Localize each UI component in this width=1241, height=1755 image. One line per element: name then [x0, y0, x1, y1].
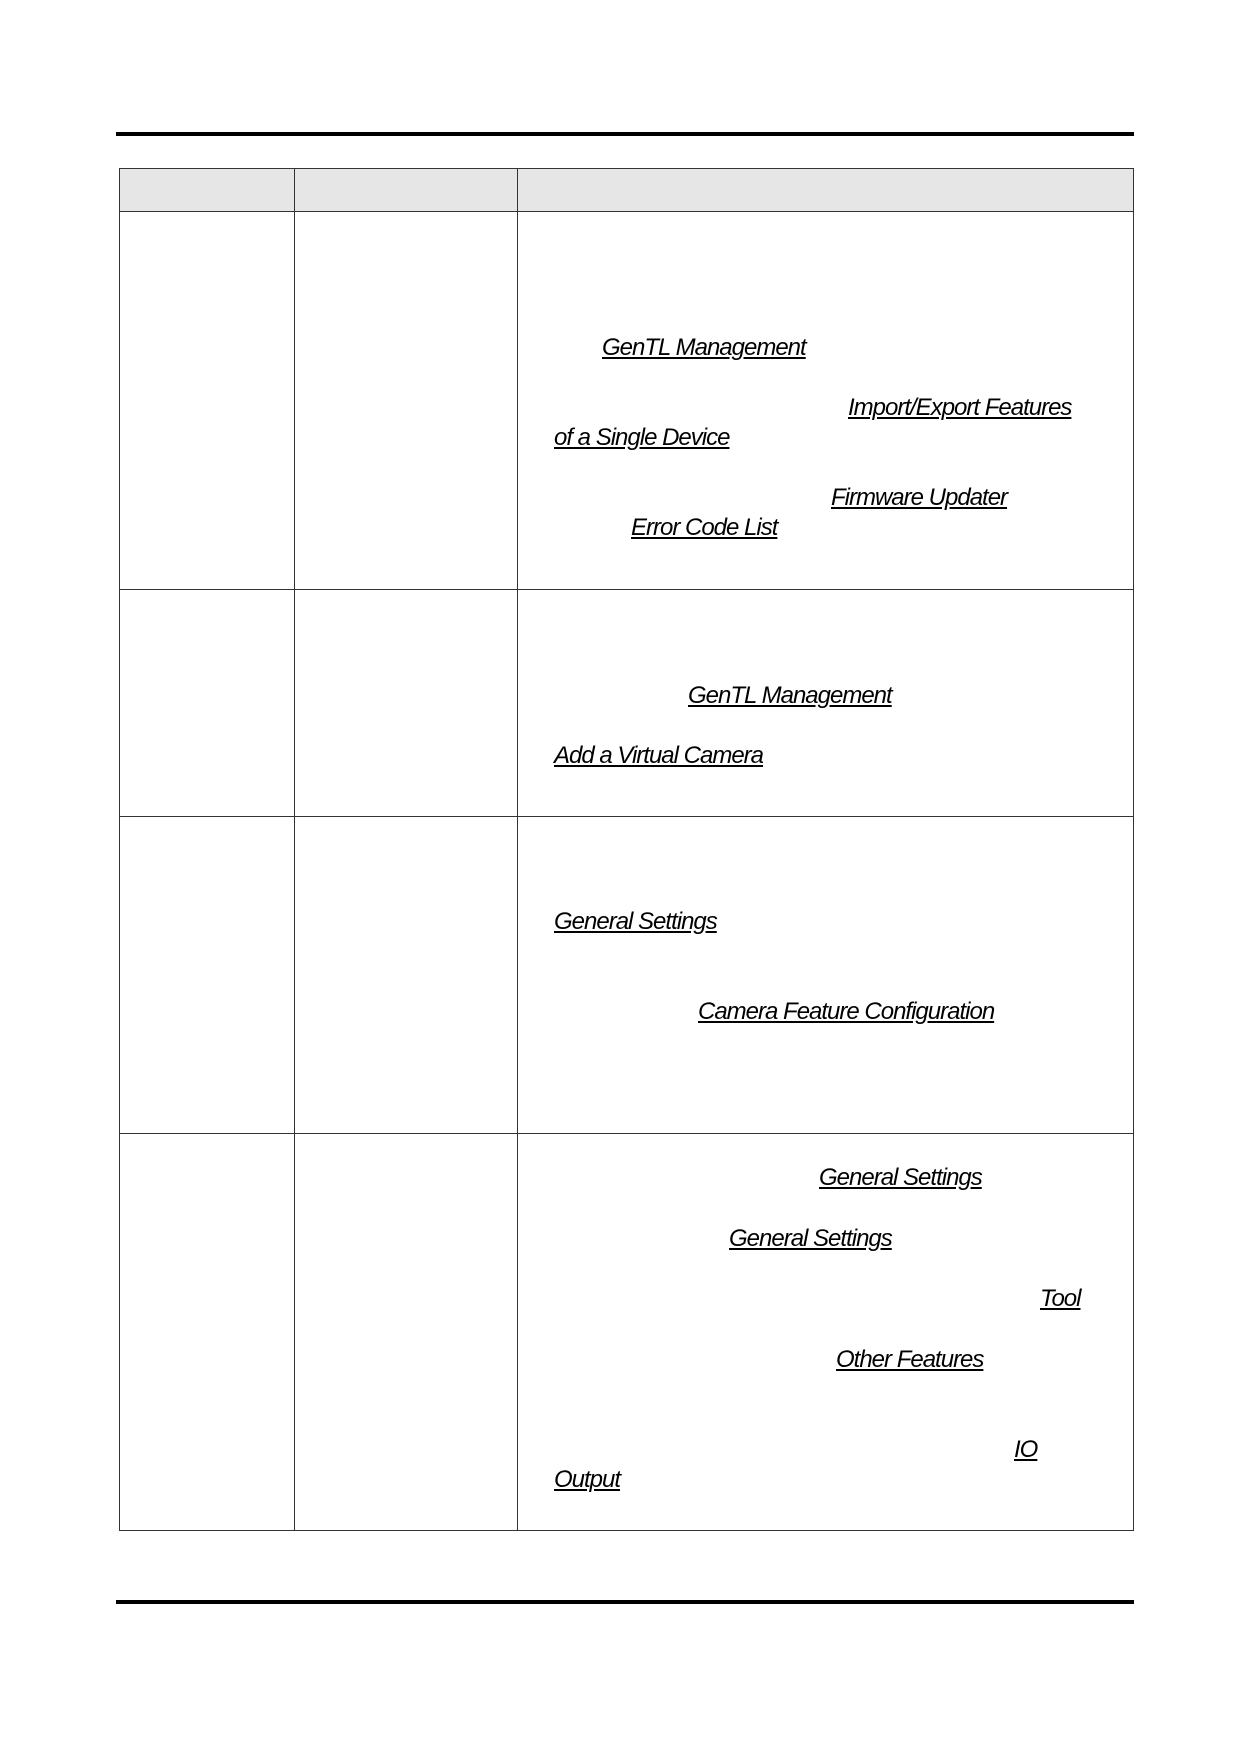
table-cell: [295, 1134, 518, 1531]
link-gentl-management[interactable]: GenTL Management: [688, 682, 892, 709]
header-cell: [120, 169, 295, 212]
link-io-output[interactable]: IO: [1014, 1436, 1038, 1463]
header-rule: [116, 132, 1134, 136]
link-camera-feature-configuration[interactable]: Camera Feature Configuration: [698, 998, 995, 1025]
link-io-output-cont[interactable]: Output: [554, 1466, 621, 1493]
table-header-row: [120, 169, 1134, 212]
table-cell: [120, 212, 295, 590]
link-general-settings[interactable]: General Settings: [554, 908, 717, 935]
table-cell: [295, 212, 518, 590]
table-cell: [295, 817, 518, 1134]
link-gentl-management[interactable]: GenTL Management: [602, 334, 806, 361]
table-row: [120, 1134, 1134, 1531]
header-cell: [295, 169, 518, 212]
footer-rule: [116, 1600, 1134, 1604]
description-cell: [518, 1134, 1134, 1531]
link-import-export-features-cont[interactable]: of a Single Device: [554, 424, 730, 451]
description-cell: [518, 817, 1134, 1134]
link-add-virtual-camera[interactable]: Add a Virtual Camera: [554, 742, 764, 769]
header-cell: [518, 169, 1134, 212]
table-cell: [120, 817, 295, 1134]
description-cell: [518, 590, 1134, 817]
table-row: [120, 590, 1134, 817]
link-general-settings[interactable]: General Settings: [729, 1225, 892, 1252]
link-firmware-updater[interactable]: Firmware Updater: [831, 484, 1008, 511]
link-tool[interactable]: Tool: [1040, 1285, 1081, 1312]
link-general-settings[interactable]: General Settings: [819, 1164, 982, 1191]
table-row: [120, 817, 1134, 1134]
table-cell: [120, 590, 295, 817]
table-cell: [120, 1134, 295, 1531]
table-cell: [295, 590, 518, 817]
description-cell: [518, 212, 1134, 590]
link-other-features[interactable]: Other Features: [836, 1346, 984, 1373]
link-import-export-features[interactable]: Import/Export Features: [848, 394, 1072, 421]
table-row: [120, 212, 1134, 590]
link-error-code-list[interactable]: Error Code List: [631, 514, 778, 541]
feature-table: [119, 168, 1134, 1531]
